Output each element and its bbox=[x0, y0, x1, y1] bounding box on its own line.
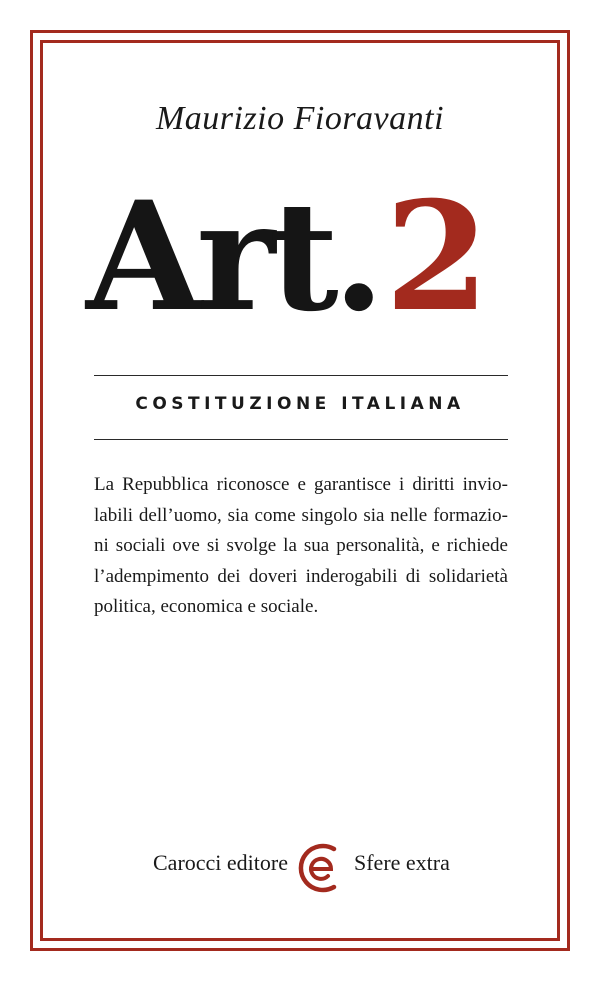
article-line: ni sociali ove si svolge la sua personalità, e richiede bbox=[94, 535, 508, 556]
article-line: labili dell’uomo, sia come singolo sia nelle formazio- bbox=[94, 504, 508, 526]
book-title bbox=[86, 170, 526, 345]
article-line: politica, economica e sociale. bbox=[94, 596, 319, 617]
article-line: La Repubblica riconosce e garantisce i diritti invio- bbox=[94, 474, 508, 495]
footer bbox=[0, 842, 600, 892]
carocci-logo-icon bbox=[294, 842, 346, 894]
subtitle: COSTITUZIONE ITALIANA bbox=[135, 394, 465, 414]
divider-top bbox=[94, 375, 508, 376]
series-name: Sfere extra bbox=[354, 850, 450, 875]
divider-bottom bbox=[94, 439, 508, 440]
article-text bbox=[94, 470, 508, 623]
author-name: Maurizio Fioravanti bbox=[155, 100, 445, 137]
title-prefix: Art. bbox=[86, 169, 379, 345]
title-number: 2 bbox=[384, 169, 484, 345]
publisher-name: Carocci editore bbox=[153, 850, 288, 875]
article-line: l’adempimento dei doveri inderogabili di solidarietà bbox=[94, 565, 508, 587]
